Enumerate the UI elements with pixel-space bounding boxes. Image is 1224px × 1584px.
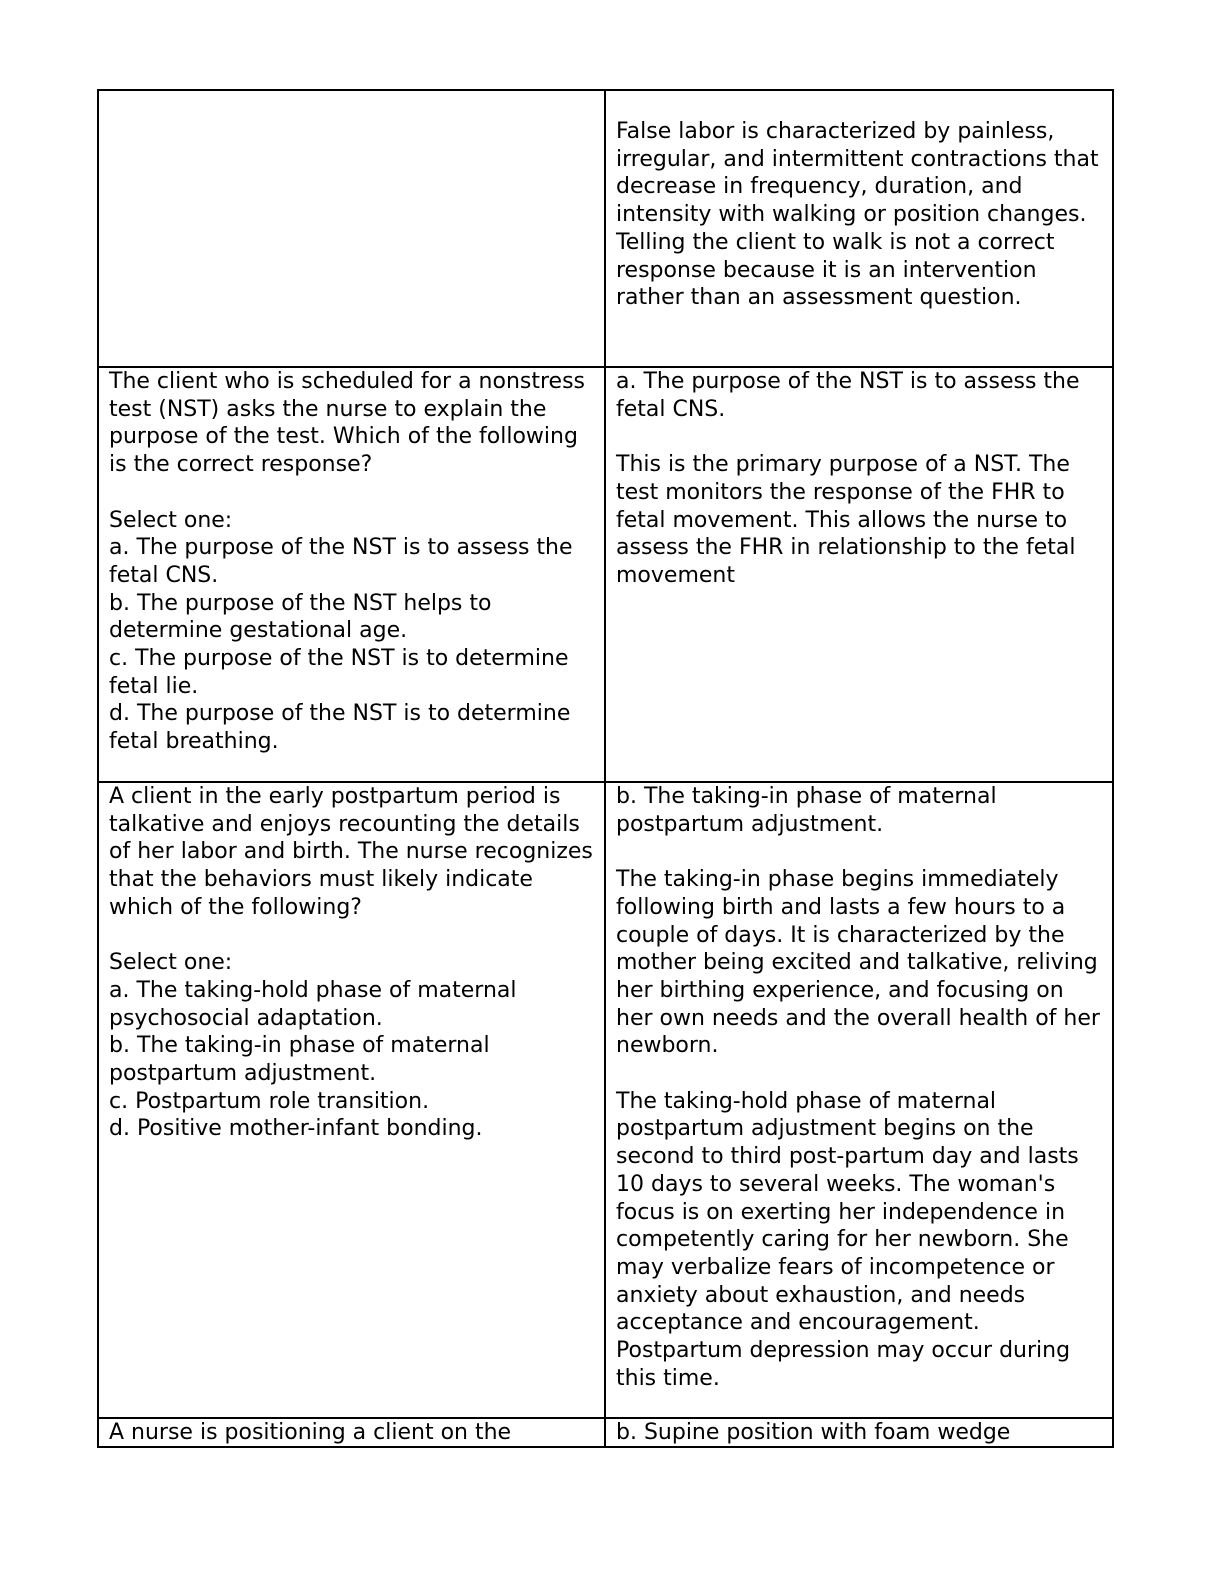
answer-cell: False labor is characterized by painless, irregular, and intermittent contractions that decrease in frequency, duration, and intensity with walking or position changes. Telling the client to walk is not a correct response because it is an intervention rather than an assessment question. <box>616 119 1099 311</box>
flashcard-table <box>97 89 1114 1448</box>
question-cell <box>99 91 606 366</box>
table-row <box>99 91 1112 368</box>
table-row <box>99 783 1112 1419</box>
answer-cell: b. Supine position with foam wedge <box>616 1420 1011 1445</box>
question-cell: A client in the early postpartum period is talkative and enjoys recounting the details of her labor and birth. The nurse recognizes that the behaviors must likely indicate which of the following? Select one: a. The taking-hold phase of maternal psychosocial adaptation. b. The taking-in phase of maternal postpartum adjustment. c. Postpartum role transition. d. Positive mother-infant bonding. <box>99 783 606 1417</box>
answer-cell: a. The purpose of the NST is to assess the fetal CNS. This is the primary purpose of a NST. The test monitors the response of the FHR to fetal movement. This allows the nurse to assess the FHR in relationship to the fetal movement <box>616 369 1080 588</box>
answer-cell: b. The taking-in phase of maternal postpartum adjustment. The taking-in phase begins immediately following birth and lasts a few hours to a couple of days. It is characterized by the mother being excited and talkative, reliving her birthing experience, and focusing on her own needs and the overall health of her newborn. The taking-hold phase of maternal postpartum adjustment begins on the second to third post-partum day and lasts 10 days to several weeks. The woman's focus is on exerting her independence in competently caring for her newborn. She may verbalize fears of incompetence or anxiety about exhaustion, and needs acceptance and encouragement. Postpartum depression may occur during this time. <box>616 784 1100 1391</box>
question-cell: A nurse is positioning a client on the <box>99 1419 606 1446</box>
table-row <box>99 368 1112 783</box>
table-row <box>99 1419 1112 1446</box>
question-cell: The client who is scheduled for a nonstress test (NST) asks the nurse to explain the purpose of the test. Which of the following is the correct response? Select one: a. The purpose of the NST is to assess the fetal CNS. b. The purpose of the NST helps to determine gestational age. c. The purpose of the NST is to determine fetal lie. d. The purpose of the NST is to determine fetal breathing. <box>99 368 606 781</box>
